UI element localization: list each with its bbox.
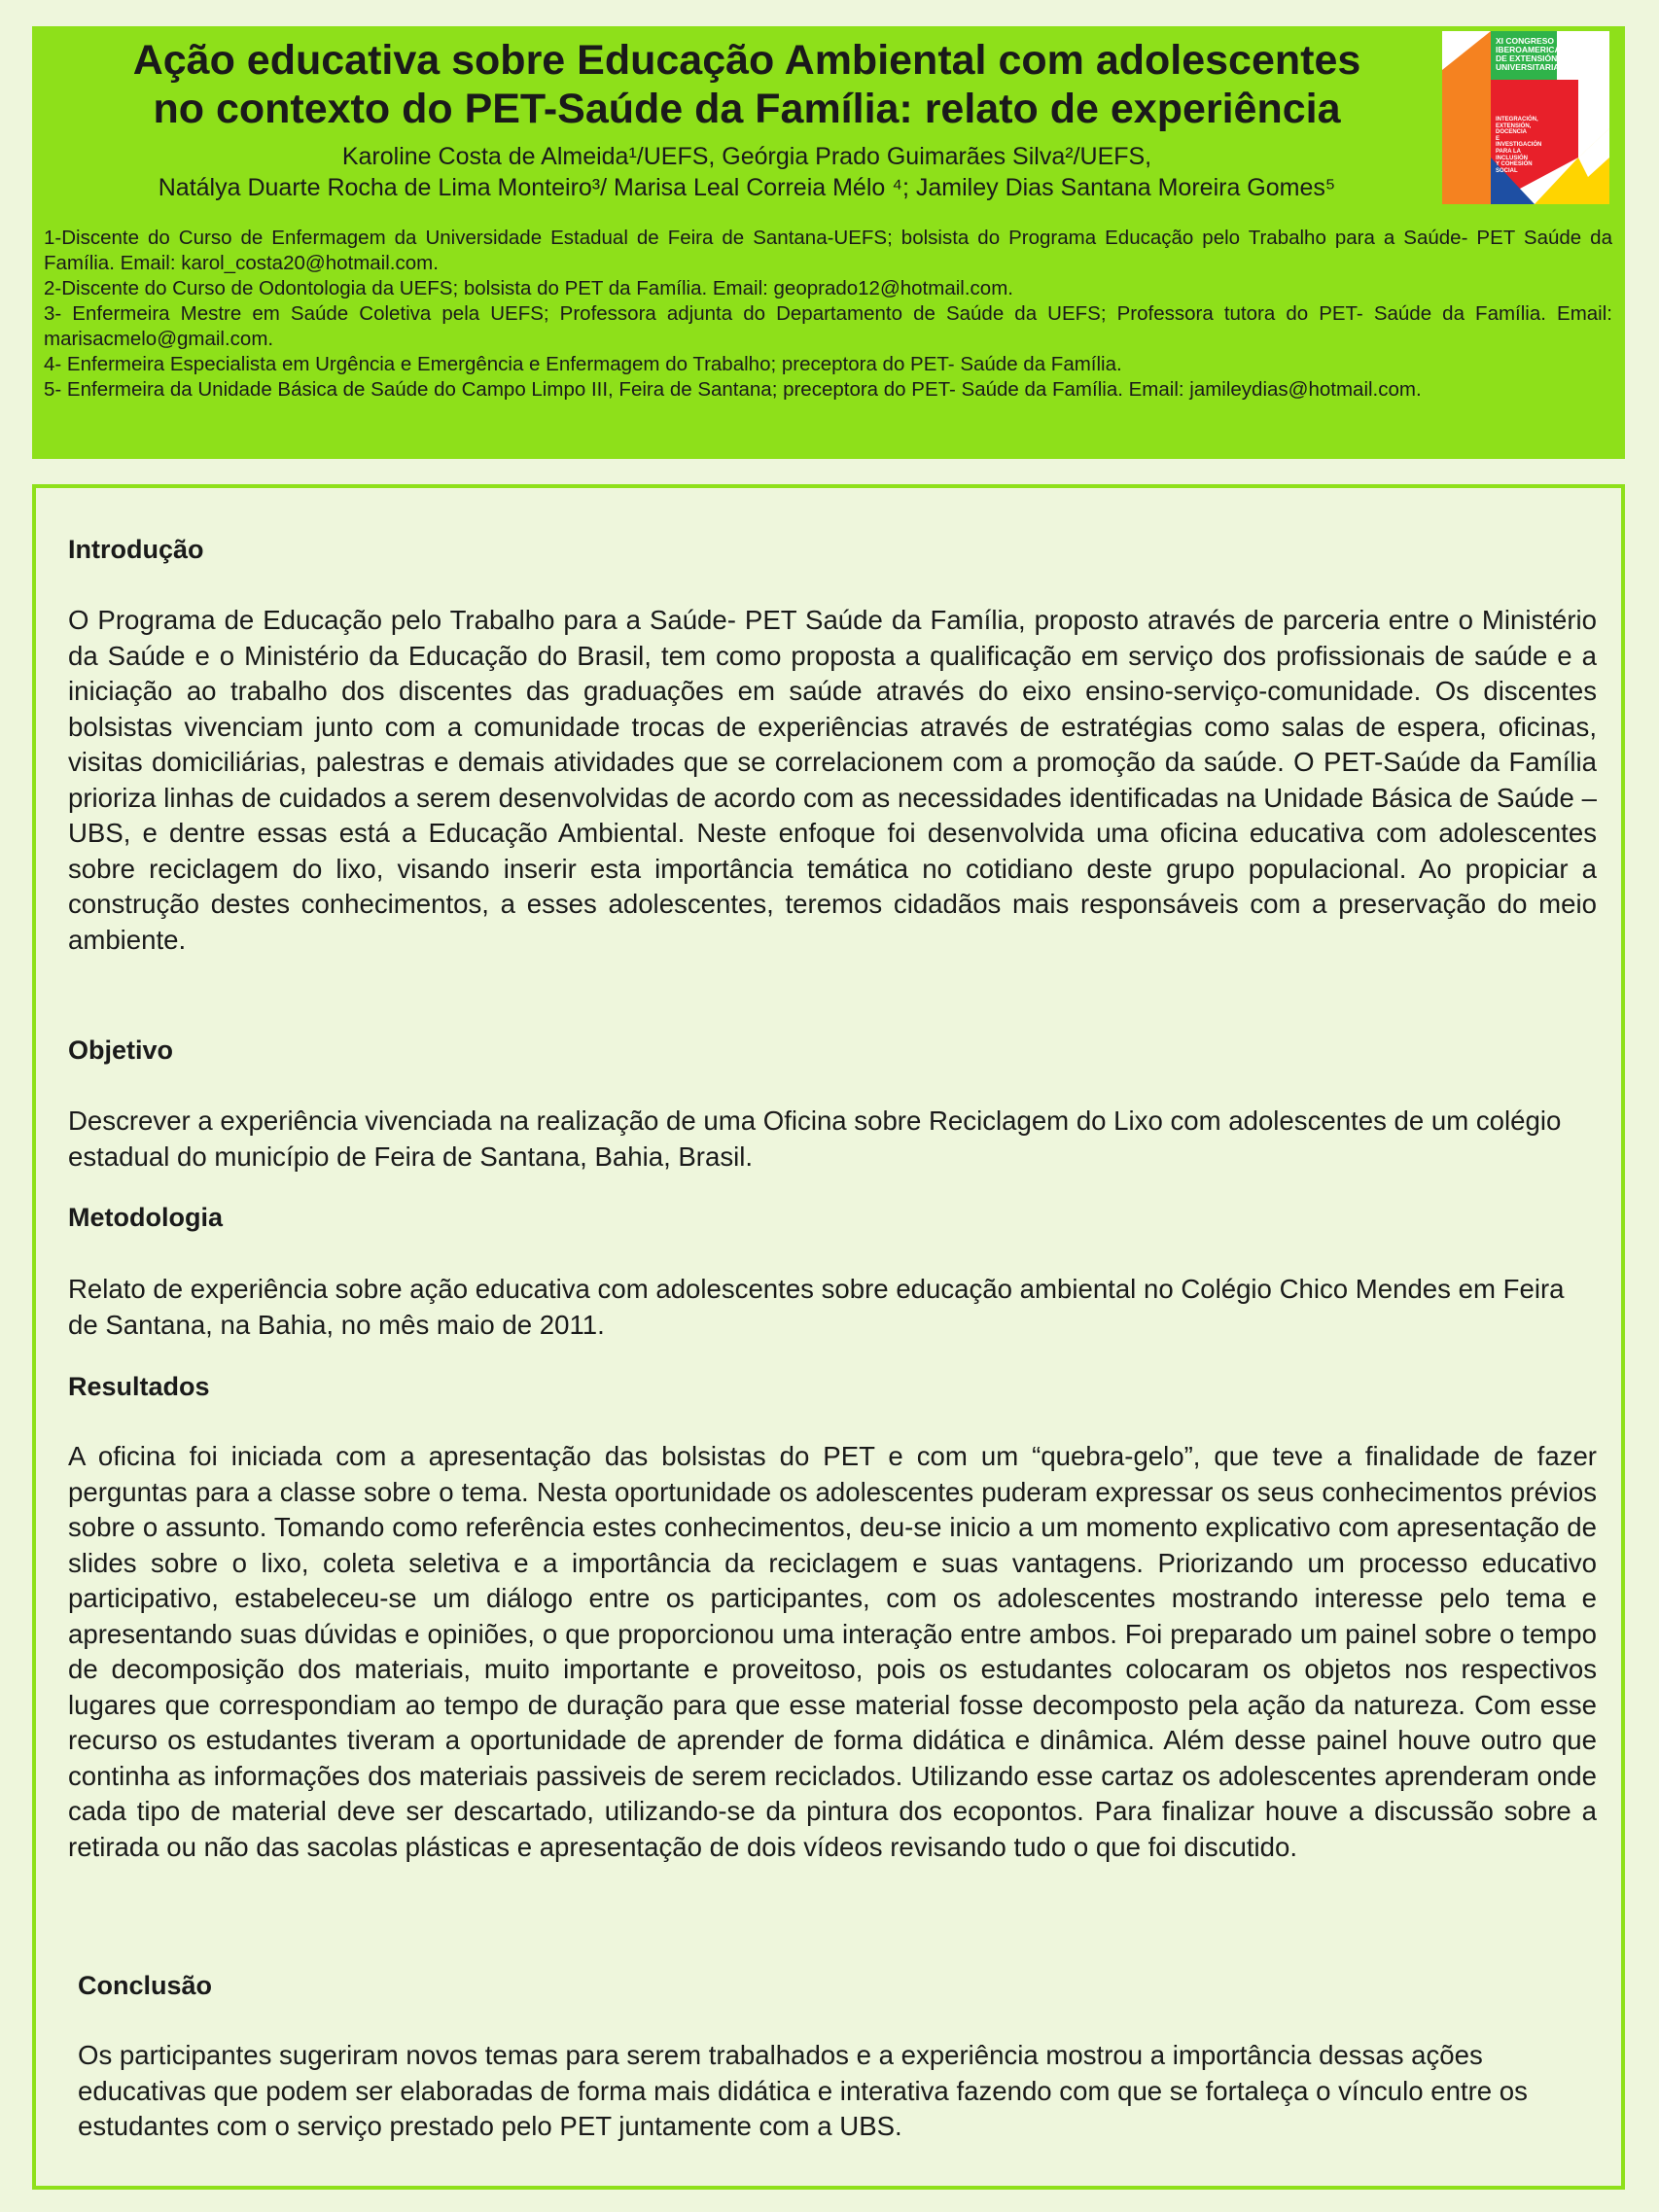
logo-sub-5: PARA LA (1496, 148, 1521, 155)
poster-header (32, 26, 1625, 459)
logo-subtitle (1496, 117, 1544, 174)
affiliation-5: 5- Enfermeira da Unidade Básica de Saúde do Campo Limpo III, Feira de Santana; preceptora do PET- Saúde da Família. Email: jamileydias@hotmail.com. (44, 378, 1422, 401)
introducao-heading: Introdução (68, 535, 204, 564)
logo-line-3: DE EXTENSIÓN (1496, 53, 1558, 63)
conclusao-text: Os participantes sugeriram novos temas para serem trabalhados e a experiência mostrou a importância dessas ações educativas que podem ser elaboradas de forma mais didática e interativa fazendo com que se fortaleça o vínculo entre os estudantes com o serviço prestado pelo PET juntamente com a UBS. (78, 2040, 1528, 2141)
author-list (129, 141, 1364, 203)
logo-line-4: UNIVERSITARIA (1496, 62, 1560, 72)
introducao-text: O Programa de Educação pelo Trabalho para a Saúde- PET Saúde da Família, proposto através de parceria entre o Ministério da Saúde e o Ministério da Educação do Brasil, tem como proposta a qualificação em serviço dos profissionais de saúde e a iniciação ao trabalho dos discentes das graduações em saúde através do eixo ensino-serviço-comunidade. Os discentes bolsistas vivenciam junto com a comunidade trocas de experiências através de estratégias como salas de espera, oficinas, visitas domiciliárias, palestras e demais atividades que se correlacionem com a promoção da saúde. O PET-Saúde da Família prioriza linhas de cuidados a serem desenvolvidas de acordo com as necessidades identificadas na Unidade Básica de Saúde – UBS, e dentre essas está a Educação Ambiental. Neste enfoque foi desenvolvida uma oficina educativa com adolescentes sobre reciclagem do lixo, visando inserir esta importância temática no cotidiano deste grupo populacional. Ao propiciar a construção destes conhecimentos, a esses adolescentes, teremos cidadãos mais responsáveis com a preservação do meio ambiente. (68, 605, 1597, 955)
logo-sub-2: EXTENSIÓN, (1496, 123, 1532, 129)
logo-sub-3: DOCENCIA (1496, 129, 1528, 136)
logo-line-1: XI CONGRESO (1496, 36, 1554, 46)
affiliation-1: 1-Discente do Curso de Enfermagem da Universidade Estadual de Feira de Santana-UEFS; bolsista do Programa Educação pelo Trabalho para a Saúde- PET Saúde da Família. Email: karol_costa20@hotmail.com. (44, 227, 1612, 274)
logo-sub-4: E INVESTIGACIÓN (1496, 135, 1542, 149)
logo-sub-6: INCLUSIÓN (1496, 155, 1528, 161)
objetivo-heading: Objetivo (68, 1036, 174, 1065)
poster-title (129, 36, 1364, 133)
poster-body (32, 484, 1625, 2190)
logo-line-2: IBEROAMERICANO (1496, 45, 1573, 54)
author-line-1: Karoline Costa de Almeida¹/UEFS, Geórgia Prado Guimarães Silva²/UEFS, (341, 143, 1152, 170)
title-line-2: no contexto do PET-Saúde da Família: relato de experiência (153, 86, 1341, 132)
resultados-text: A oficina foi iniciada com a apresentação das bolsistas do PET e com um “quebra-gelo”, que teve a finalidade de fazer perguntas para a classe sobre o tema. Nesta oportunidade os adolescentes puderam expressar os seus conhecimentos prévios sobre o assunto. Tomando como referência estes conhecimentos, deu-se inicio a um momento explicativo com apresentação de slides sobre o lixo, coleta seletiva e a importância da reciclagem e suas vantagens. Priorizando um processo educativo participativo, estabeleceu-se um diálogo entre os participantes, com os adolescentes mostrando interesse pelo tema e apresentando suas dúvidas e opiniões, o que proporcionou uma interação entre ambos. Foi preparado um painel sobre o tempo de decomposição dos materiais, muito importante e proveitoso, pois os estudantes colocaram os objetos nos respectivos lugares que correspondiam ao tempo de duração para que esse material fosse decomposto pela ação da natureza. Com esse recurso os estudantes tiveram a oportunidade de aprender de forma didática e dinâmica. Além desse painel houve outro que continha as informações dos materiais passiveis de serem reciclados. Utilizando esse cartaz os adolescentes aprenderam onde cada tipo de material deve ser descartado, utilizando-se da pintura dos ecopontos. Para finalizar houve a discussão sobre a retirada ou não das sacolas plásticas e apresentação de dois vídeos revisando tudo o que foi discutido. (68, 1441, 1597, 1862)
author-line-2: Natálya Duarte Rocha de Lima Monteiro³/ Marisa Leal Correia Mélo ⁴; Jamiley Dias Santana Moreira Gomes⁵ (158, 174, 1336, 201)
logo-sub-1: INTEGRACIÓN, (1496, 117, 1538, 123)
title-line-1: Ação educativa sobre Educação Ambiental com adolescentes (132, 37, 1361, 84)
metodologia-text: Relato de experiência sobre ação educativa com adolescentes sobre educação ambiental no Colégio Chico Mendes em Feira de Santana, na Bahia, no mês maio de 2011. (68, 1274, 1565, 1340)
logo-sub-8: SOCIAL (1496, 167, 1518, 174)
congress-logo (1442, 31, 1609, 204)
metodologia-heading: Metodologia (68, 1203, 223, 1232)
resultados-heading: Resultados (68, 1372, 210, 1401)
objetivo-text: Descrever a experiência vivenciada na realização de uma Oficina sobre Reciclagem do Lixo com adolescentes de um colégio estadual do município de Feira de Santana, Bahia, Brasil. (68, 1106, 1562, 1172)
affiliation-2: 2-Discente do Curso de Odontologia da UEFS; bolsista do PET da Família. Email: geoprado12@hotmail.com. (44, 277, 1013, 299)
logo-title (1496, 37, 1605, 72)
conclusao-heading: Conclusão (78, 1971, 213, 2000)
logo-sub-7: Y COHESIÓN (1496, 161, 1533, 168)
affiliation-4: 4- Enfermeira Especialista em Urgência e Emergência e Enfermagem do Trabalho; preceptora do PET- Saúde da Família. (44, 353, 1122, 375)
affiliation-3: 3- Enfermeira Mestre em Saúde Coletiva pela UEFS; Professora adjunta do Departamento de Saúde da UEFS; Professora tutora do PET- Saúde da Família. Email: marisacmelo@gmail.com. (44, 302, 1612, 350)
affiliations (44, 226, 1612, 403)
